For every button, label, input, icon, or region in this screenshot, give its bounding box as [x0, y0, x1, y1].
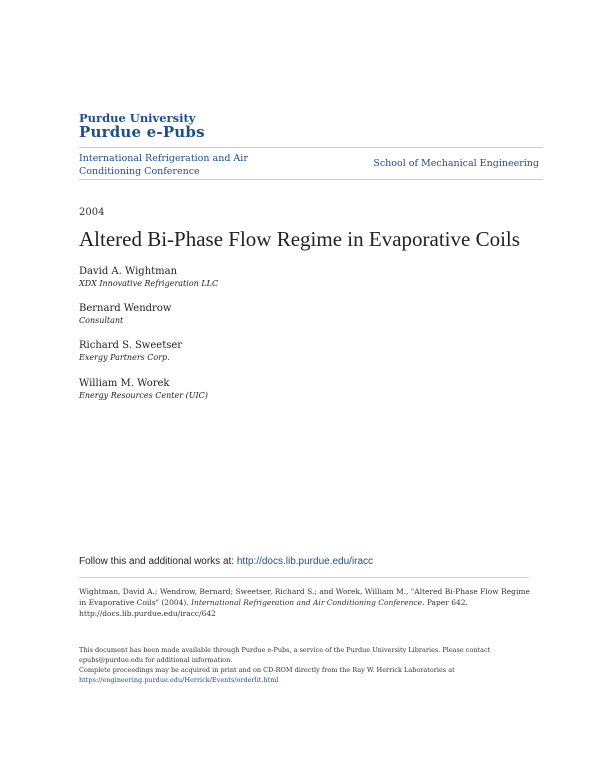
divider-top	[79, 147, 543, 148]
author-name: Bernard Wendrow	[79, 303, 172, 314]
author-affiliation: Energy Resources Center (UIC)	[79, 391, 208, 400]
availability-notice	[79, 645, 539, 685]
author-block	[79, 378, 208, 400]
notice-line-1: This document has been made available through Purdue e-Pubs, a service of the Purdue University Libraries. Please contact epubs@purdue.edu for additional information.	[79, 646, 491, 664]
notice-line-2-text: Complete proceedings may be acquired in print and on CD-ROM directly from the Ray W. Herrick Laboratories at	[79, 666, 455, 674]
author-block	[79, 303, 171, 325]
citation-text: Wightman, David A.; Wendrow, Bernard; Sweetser, Richard S.; and Worek, William M., "Altered Bi-Phase Flow Regime in Evaporative Coils" (2004).	[79, 587, 530, 607]
divider-bottom	[79, 179, 543, 180]
repository-name[interactable]: Purdue e-Pubs	[79, 123, 205, 141]
follow-text: Follow this and additional works at:	[79, 556, 237, 567]
school-link[interactable]: School of Mechanical Engineering	[373, 158, 539, 169]
collection-url-link[interactable]: http://docs.lib.purdue.edu/iracc	[236, 556, 374, 567]
paper-title: Altered Bi-Phase Flow Regime in Evaporative Coils	[79, 227, 520, 251]
citation-conference: International Refrigeration and Air Conditioning Conference	[191, 598, 423, 607]
university-name[interactable]: Purdue University	[79, 111, 196, 125]
author-name: William M. Worek	[79, 378, 170, 389]
author-name: Richard S. Sweetser	[79, 340, 183, 351]
herrick-lab-link[interactable]: https://engineering.purdue.edu/Herrick/Events/orderlit.html	[79, 676, 279, 684]
author-block	[79, 340, 182, 362]
citation-paper: . Paper 642.	[422, 598, 468, 607]
author-name: David A. Wightman	[79, 266, 178, 277]
author-block	[79, 266, 218, 288]
divider-citation	[79, 577, 529, 578]
citation-url[interactable]: http://docs.lib.purdue.edu/iracc/642	[79, 609, 216, 618]
publication-year: 2004	[79, 207, 105, 218]
author-affiliation: XDX Innovative Refrigeration LLC	[79, 279, 219, 288]
author-affiliation: Exergy Partners Corp.	[79, 353, 170, 362]
author-affiliation: Consultant	[79, 316, 124, 325]
follow-line	[79, 556, 373, 567]
notice-line-2	[79, 665, 539, 685]
recommended-citation	[79, 586, 539, 619]
collection-link[interactable]: International Refrigeration and Air Conditioning Conference	[79, 153, 248, 177]
